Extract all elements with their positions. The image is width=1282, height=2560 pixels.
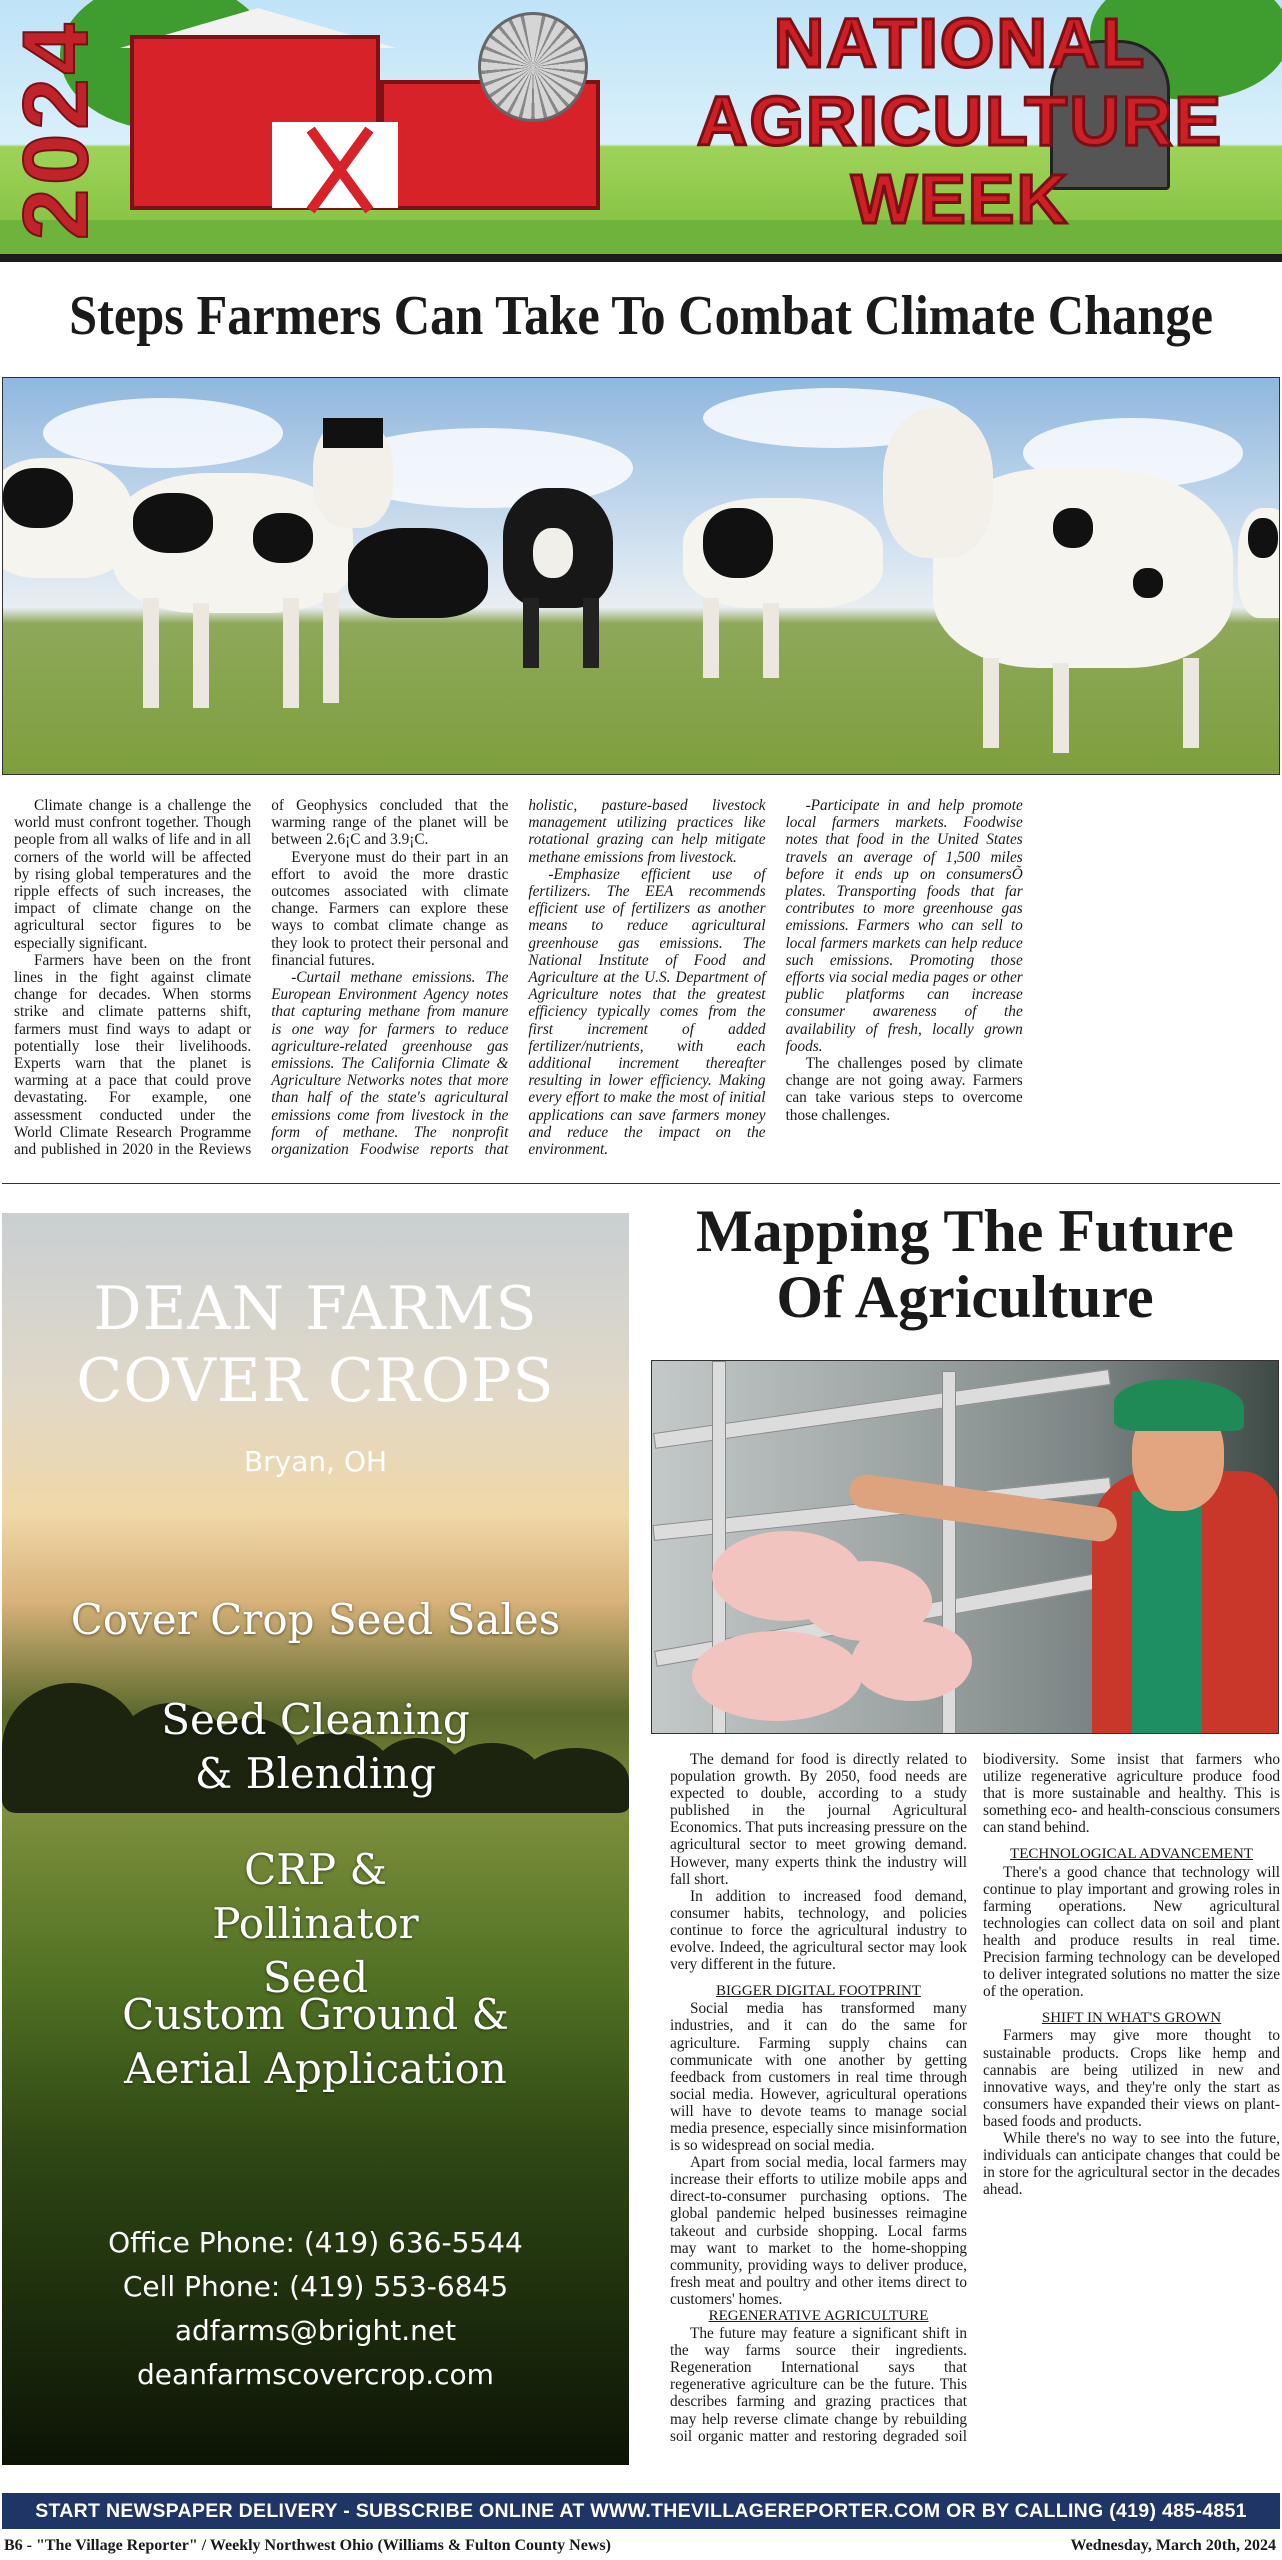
section-heading: TECHNOLOGICAL ADVANCEMENT	[1010, 1846, 1253, 1863]
article-paragraph: There's a good chance that technology will continue to play important and growing roles in farming operations. New agricultural technologies can collect data on soil and plant health and produce results in real time. Precision farming technology can be developed to deliver integrated solutions no matter the size of the operation.	[983, 1863, 1280, 2001]
banner-title-line: WEEK	[851, 160, 1069, 238]
article-paragraph: Farmers may give more thought to sustainable products. Crops like hemp and cannabis are being utilized in new and innovative ways, and they're only the start as consumers have expanded their views on plant-based foods and products.	[983, 2027, 1280, 2130]
ad-service: Seed Cleaning & Blending	[161, 1695, 470, 1798]
article-paragraph: Farmers have been on the front lines in the fight against climate change for decades. When storms strike and climate patterns shift, farmers must find ways to adapt or potentially lose their livelihoods. Experts warn that the planet is warming at a pace that could prove devastating. For example, one assessment conducted under the World Climate Research Programme and published in 2020 in the Reviews of Geophysics concluded that the warming range of the planet will be between 2.6¡C and 3.9¡C.	[14, 797, 509, 1159]
dairy-cows-photo	[2, 377, 1280, 775]
national-agriculture-week-banner	[0, 0, 1282, 262]
article-paragraph: The challenges posed by climate change are not going away. Farmers can take various steps to overcome those challenges.	[785, 1055, 1023, 1124]
ad-service: Cover Crop Seed Sales	[70, 1595, 561, 1644]
ad-service: CRP & Pollinator Seed	[212, 1845, 419, 2002]
ad-service: Custom Ground & Aerial Application	[122, 1990, 509, 2093]
banner-title-line: AGRICULTURE	[696, 82, 1224, 160]
article-paragraph: -Emphasize efficient use of fertilizers. The EEA recommends efficient use of fertilizers as another means to reduce agricultural greenhouse gas emissions. The National Institute of Food and Agriculture at the U.S. Department of Agriculture notes that the greatest efficiency typically comes from the first increment of added fertilizer/nutrients, with each additional increment thereafter resulting in lower efficiency. Making every effort to make the most of initial applications can save farmers money and reduce the impact on the environment.	[528, 865, 766, 1159]
subscribe-banner: START NEWSPAPER DELIVERY - SUBSCRIBE ONLINE AT WWW.THEVILLAGEREPORTER.COM OR BY CALLING (419) 485-4851	[2, 2493, 1280, 2529]
ad-location: Bryan, OH	[243, 1445, 388, 1478]
section-heading: BIGGER DIGITAL FOOTPRINT	[716, 1983, 921, 2000]
banner-title	[650, 4, 1270, 238]
ad-office-phone: Office Phone: (419) 636-5544	[108, 2226, 523, 2259]
article-headline	[650, 1198, 1280, 1330]
article-paragraph: Climate change is a challenge the world must confront together. Though people from all walks of life and in all corners of the world will be affected by rising global temperatures and the ripple effects of such increases, the impact of climate change on the agricultural sector figures to be especially significant.	[14, 797, 252, 952]
article-paragraph: The future may feature a significant shift in the way farms source their ingredients. Regeneration International says that regenerative agriculture can be the future. This describes farming and grazing practices that may help reverse climate change by rebuilding soil organic matter and restoring degraded soil biodiversity. Some insist that farmers who utilize regenerative agriculture produce food that is more sustainable and healthy. This is something eco- and health-conscious consumers can stand behind.	[670, 1751, 1280, 2445]
farmer-with-pigs-photo	[651, 1360, 1279, 1734]
article-body	[14, 797, 1280, 1167]
article-paragraph: While there's no way to see into the future, individuals can anticipate changes that could be in store for the agricultural sector in the decades ahead.	[983, 2129, 1280, 2199]
section-heading: SHIFT IN WHAT'S GROWN	[1041, 2010, 1222, 2027]
ad-cell-phone: Cell Phone: (419) 553-6845	[122, 2270, 509, 2303]
article-headline: Steps Farmers Can Take To Combat Climate Change	[69, 285, 1213, 347]
ad-brand-line: COVER CROPS	[76, 1346, 555, 1416]
page-folio: B6 - "The Village Reporter" / Weekly Northwest Ohio (Williams & Fulton County News)	[4, 2537, 611, 2554]
article-paragraph: -Curtail methane emissions. The European Environment Agency notes that capturing methane from manure is one way for farmers to reduce agriculture-related greenhouse gas emissions. The California Climate & Agriculture Networks notes that more than half of the state's agricultural emissions come from livestock in the form of methane. The nonprofit organization Foodwise reports that holistic, pasture-based livestock management utilizing practices like rotational grazing can help mitigate methane emissions from livestock.	[271, 797, 766, 1159]
section-heading: REGENERATIVE AGRICULTURE	[708, 2308, 929, 2324]
issue-date: Wednesday, March 20th, 2024	[1070, 2537, 1276, 2554]
ad-website: deanfarmscovercrop.com	[137, 2358, 494, 2391]
article-paragraph: The demand for food is directly related to population growth. By 2050, food needs are expected to double, according to a study published in the journal Agricultural Economics. That puts increasing pressure on the agricultural sector to meet growing demand. However, many experts think the industry will fall short.	[670, 1751, 967, 1888]
article-paragraph: -Participate in and help promote local farmers markets. Foodwise notes that food in the United States travels an average of 1,500 miles before it ends up on consumersÕ plates. Transporting foods that far contributes to more greenhouse gas emissions. Farmers who can sell to local farmers markets can help reduce such emissions. Promoting those efforts via social media pages or other public platforms can increase consumer awareness of the availability of fresh, locally grown foods.	[785, 797, 1023, 1055]
article-body	[670, 1751, 1280, 2451]
headline-line: Of Agriculture	[776, 1264, 1154, 1330]
banner-year: 2024	[5, 19, 107, 241]
article-paragraph: Everyone must do their part in an effort to avoid the more drastic outcomes associated with climate change. Farmers can explore these ways to combat climate change as they look to protect their personal and financial futures.	[271, 848, 509, 969]
ad-brand	[2, 1273, 629, 1417]
article-paragraph: In addition to increased food demand, consumer habits, technology, and policies continue to force the agricultural industry to evolve. Indeed, the agricultural sector may look very different in the future.	[670, 1887, 967, 1974]
banner-title-line: NATIONAL	[773, 4, 1147, 82]
dean-farms-advertisement	[2, 1213, 629, 2465]
ad-email: adfarms@bright.net	[174, 2314, 457, 2347]
ad-brand-line: DEAN FARMS	[93, 1274, 538, 1344]
article-paragraph: Apart from social media, local farmers may increase their efforts to utilize mobile apps and direct-to-consumer purchasing options. The global pandemic helped businesses reimagine takeout and curbside shopping. Local farms may want to market to the home-shopping community, providing ways to deliver produce, fresh meat and poultry and other items direct to customers' homes.	[670, 2154, 967, 2308]
section-divider	[2, 1183, 1280, 1184]
article-paragraph: Social media has transformed many industries, and it can do the same for agriculture. Farming supply chains can communicate with one another by getting feedback from customers in real time through social media. However, agricultural operations will have to devote teams to manage social media presence, especially since misinformation is so widespread on social media.	[670, 2000, 967, 2155]
headline-line: Mapping The Future	[696, 1198, 1234, 1264]
windmill-illustration	[478, 12, 588, 122]
